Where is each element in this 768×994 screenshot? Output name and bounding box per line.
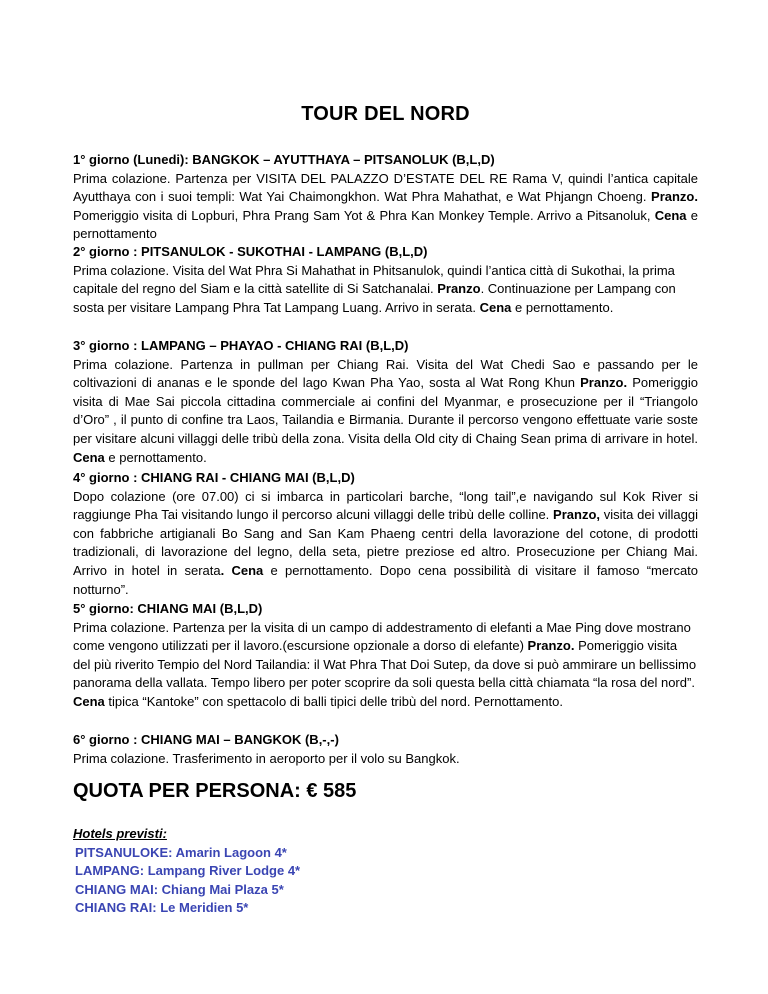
body-text: Prima colazione. Partenza per VISITA DEL PALAZZO D’ESTATE DEL RE Rama V, quindi l’antica capitale Ayutthaya con i suoi templi: Wat Yai Chaimongkhon. Wat Phra Mahathat, e Wat Phjangn Choeng. [73,170,698,205]
price-per-person: QUOTA PER PERSONA: € 585 [73,780,357,802]
body-text: Pomeriggio visita di Mae Sai piccola cittadina commerciale ai confini del Myanmar, e prosecuzione per il “Triangolo d’Oro” , il punto di confine tra Laos, Tailandia e Birmania. Durante il percorso vengono effettuate varie soste per visitare alcuni villaggi delle tribù della zona. Visita della Old city di Chaing Sean prima di arrivare in hotel. [73,375,698,446]
body-text: visita dei villaggi con fabbriche artigianali Bo Sang and San Kam Phaeng centri della lavorazione del cotone, di prodotti tradizionali, di lavorazione del legno, della seta, pietre preziose ed altro. Prosecuzione per Chiang Mai. Arrivo in hotel in serata [73,507,698,578]
day-heading: 4° giorno : CHIANG RAI - CHIANG MAI (B,L,D) [73,470,355,485]
emphasis-text: . Cena [220,562,264,578]
body-text: Prima colazione. Partenza in pullman per Chiang Rai. Visita del Wat Chedi Sao e passando per le coltivazioni di ananas e le sponde del lago Kwan Pha Yao, sosta al Wat Rong Khun [73,356,698,391]
body-text: e pernottamento. Dopo cena possibilità di visitare il famoso “mercato notturno”. [73,562,699,597]
emphasis-text: Cena [73,449,105,465]
body-text: tipica “Kantoke” con spettacolo di balli tipici delle tribù del nord. Pernottamento. [104,693,563,709]
body-text: e pernottamento. [511,299,614,315]
day-3-section [73,337,698,467]
emphasis-text: Pranzo. [580,375,628,391]
day-2-section [73,243,698,317]
day-description [73,356,698,468]
day-heading: 5° giorno: CHIANG MAI (B,L,D) [73,601,263,616]
day-description [73,262,698,318]
day-description [73,170,698,244]
emphasis-text: Cena [654,207,687,223]
hotel-item: CHIANG RAI: Le Meridien 5* [75,900,249,916]
day-1-section [73,151,698,244]
body-text: e pernottamento. [104,449,207,465]
day-5-section [73,600,698,712]
day-heading: 1° giorno (Lunedi): BANGKOK – AYUTTHAYA – PITSANOLUK (B,L,D) [73,152,495,167]
body-text: Prima colazione. Trasferimento in aeroporto per il volo su Bangkok. [73,750,460,766]
body-text: Prima colazione. Partenza per la visita di un campo di addestramento di elefanti a Mae Ping dove mostrano come vengono utilizzati per il lavoro.(escursione opzionale a dorso di elefante) [73,619,691,654]
day-heading: 6° giorno : CHIANG MAI – BANGKOK (B,-,-) [73,732,339,747]
emphasis-text: Pranzo, [553,507,601,523]
hotels-section [73,825,300,918]
day-description [73,750,698,769]
day-4-section [73,469,698,599]
emphasis-text: Pranzo. [527,638,575,654]
emphasis-text: Pranzo. [651,189,698,205]
body-text: Pomeriggio visita del più riverito Tempio del Nord Tailandia: il Wat Phra That Doi Sutep, da dove si può ammirare un bellissimo panorama della vallata. Tempo libero per poter scoprire da soli questa bella città chiamata “la rosa del nord”. [73,638,697,691]
hotel-item: LAMPANG: Lampang River Lodge 4* [75,863,301,879]
day-heading: 2° giorno : PITSANULOK - SUKOTHAI - LAMPANG (B,L,D) [73,244,428,259]
emphasis-text: Cena [73,693,105,709]
hotels-heading: Hotels previsti: [73,826,167,841]
body-text: Pomeriggio visita di Lopburi, Phra Prang Sam Yot & Phra Kan Monkey Temple. Arrivo a Pitsanoluk, [73,207,655,223]
hotel-item: PITSANULOKE: Amarin Lagoon 4* [75,844,287,860]
page-title: TOUR DEL NORD [301,103,470,125]
emphasis-text: Cena [479,299,512,315]
day-heading: 3° giorno : LAMPANG – PHAYAO - CHIANG RAI (B,L,D) [73,338,409,353]
day-description [73,619,698,712]
body-text: . Continuazione per Lampang con sosta per visitare Lampang Phra Tat Lampang Luang. Arrivo in serata. [73,281,676,315]
emphasis-text: Pranzo [437,281,481,297]
body-text: Dopo colazione (ore 07.00) ci si imbarca in particolari barche, “long tail”,e navigando sul Kok River si raggiunge Pha Tai visitando lungo il percorso alcuni villaggi delle tribù delle colline. [73,488,698,523]
body-text: e pernottamento [73,207,699,242]
day-description [73,488,698,600]
day-6-section [73,731,698,768]
body-text: Prima colazione. Visita del Wat Phra Si Mahathat in Phitsanulok, quindi l’antica città di Sukothai, la prima capitale del regno del Siam e la città satellite di Si Satchanalai. [73,262,675,297]
hotel-item: CHIANG MAI: Chiang Mai Plaza 5* [75,881,284,897]
